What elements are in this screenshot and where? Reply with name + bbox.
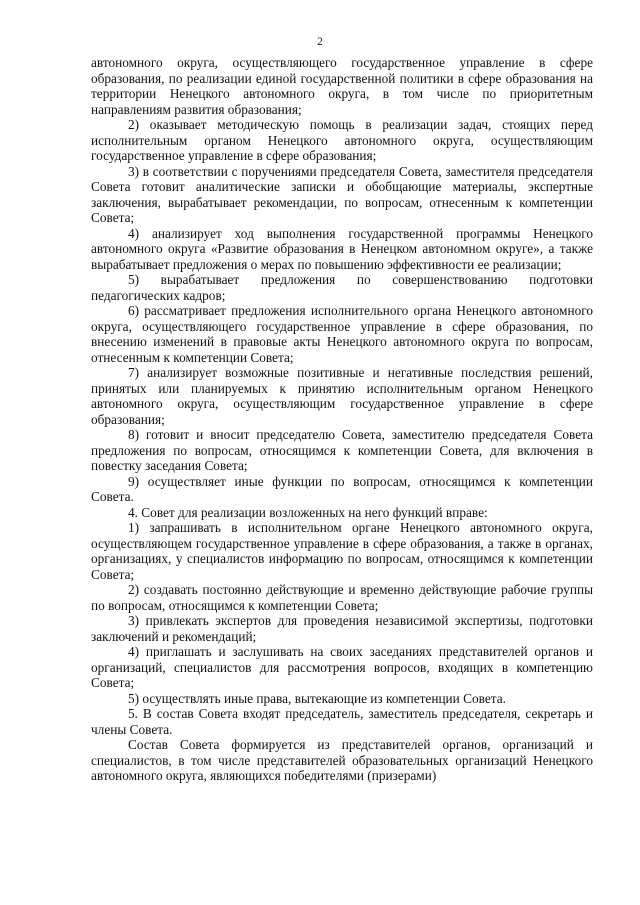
paragraph-item-4: 4) анализирует ход выполнения государственной программы Ненецкого автономного округа «Развитие образования в Ненецком автономном округе», а также вырабатывает предложения о мерах по повышению эффективности ее реализации; xyxy=(91,225,593,272)
section-4-item-4: 4) приглашать и заслушивать на своих заседаниях представителей органов и организаций, специалистов для рассмотрения вопросов, входящих в компетенцию Совета; xyxy=(91,644,593,690)
paragraph-item-6: 6) рассматривает предложения исполнительного органа Ненецкого автономного округа, осуществляющего государственное управление в сфере образования, по внесению изменений в правовые акты Ненецкого автономного округа по вопросам, отнесенным к компетенции Совета; xyxy=(91,303,593,365)
paragraph-item-5: 5) вырабатывает предложения по совершенствованию подготовки педагогических кадров; xyxy=(91,272,593,303)
page-number: 2 xyxy=(317,36,323,48)
paragraph-item-7: 7) анализирует возможные позитивные и негативные последствия решений, принятых или планируемых к принятию исполнительным органом Ненецкого автономного округа, осуществляющим государственное управление в сфере образования; xyxy=(91,365,593,427)
paragraph-item-9: 9) осуществляет иные функции по вопросам, относящимся к компетенции Совета. xyxy=(91,473,593,504)
paragraph-continuation: автономного округа, осуществляющего государственное управление в сфере образования, по реализации единой государственной политики в сфере образования на территории Ненецкого автономного округа, в том числе по приоритетным направлениям развития образования; xyxy=(91,55,593,117)
section-5-heading: 5. В состав Совета входят председатель, заместитель председателя, секретарь и члены Совета. xyxy=(91,706,593,737)
section-4-item-2: 2) создавать постоянно действующие и временно действующие рабочие группы по вопросам, относящимся к компетенции Совета; xyxy=(91,582,593,613)
paragraph-item-2: 2) оказывает методическую помощь в реализации задач, стоящих перед исполнительным органом Ненецкого автономного округа, осуществляющим государственное управление в сфере образования; xyxy=(91,117,593,163)
section-4-item-5: 5) осуществлять иные права, вытекающие из компетенции Совета. xyxy=(128,690,506,706)
paragraph-item-8: 8) готовит и вносит председателю Совета, заместителю председателя Совета предложения по вопросам, относящимся к компетенции Совета, для включения в повестку заседания Совета; xyxy=(91,427,593,473)
paragraph-item-3: 3) в соответствии с поручениями председателя Совета, заместителя председателя Совета готовит аналитические записки и обобщающие материалы, экспертные заключения, вырабатывает рекомендации, по вопросам, отнесенным к компетенции Совета; xyxy=(91,163,593,225)
document-body xyxy=(91,55,593,784)
council-composition-paragraph: Состав Совета формируется из представителей органов, организаций и специалистов, в том числе представителей образовательных организаций Ненецкого автономного округа, являющихся победителями (призерами) xyxy=(91,737,593,783)
section-4-heading: 4. Совет для реализации возложенных на него функций вправе: xyxy=(128,504,488,520)
section-4-item-3: 3) привлекать экспертов для проведения независимой экспертизы, подготовки заключений и рекомендаций; xyxy=(91,613,593,644)
section-4-item-1: 1) запрашивать в исполнительном органе Ненецкого автономного округа, осуществляющем государственное управление в сфере образования, а также в органах, организациях, у специалистов информацию по вопросам, относящимся к компетенции Совета; xyxy=(91,520,593,582)
